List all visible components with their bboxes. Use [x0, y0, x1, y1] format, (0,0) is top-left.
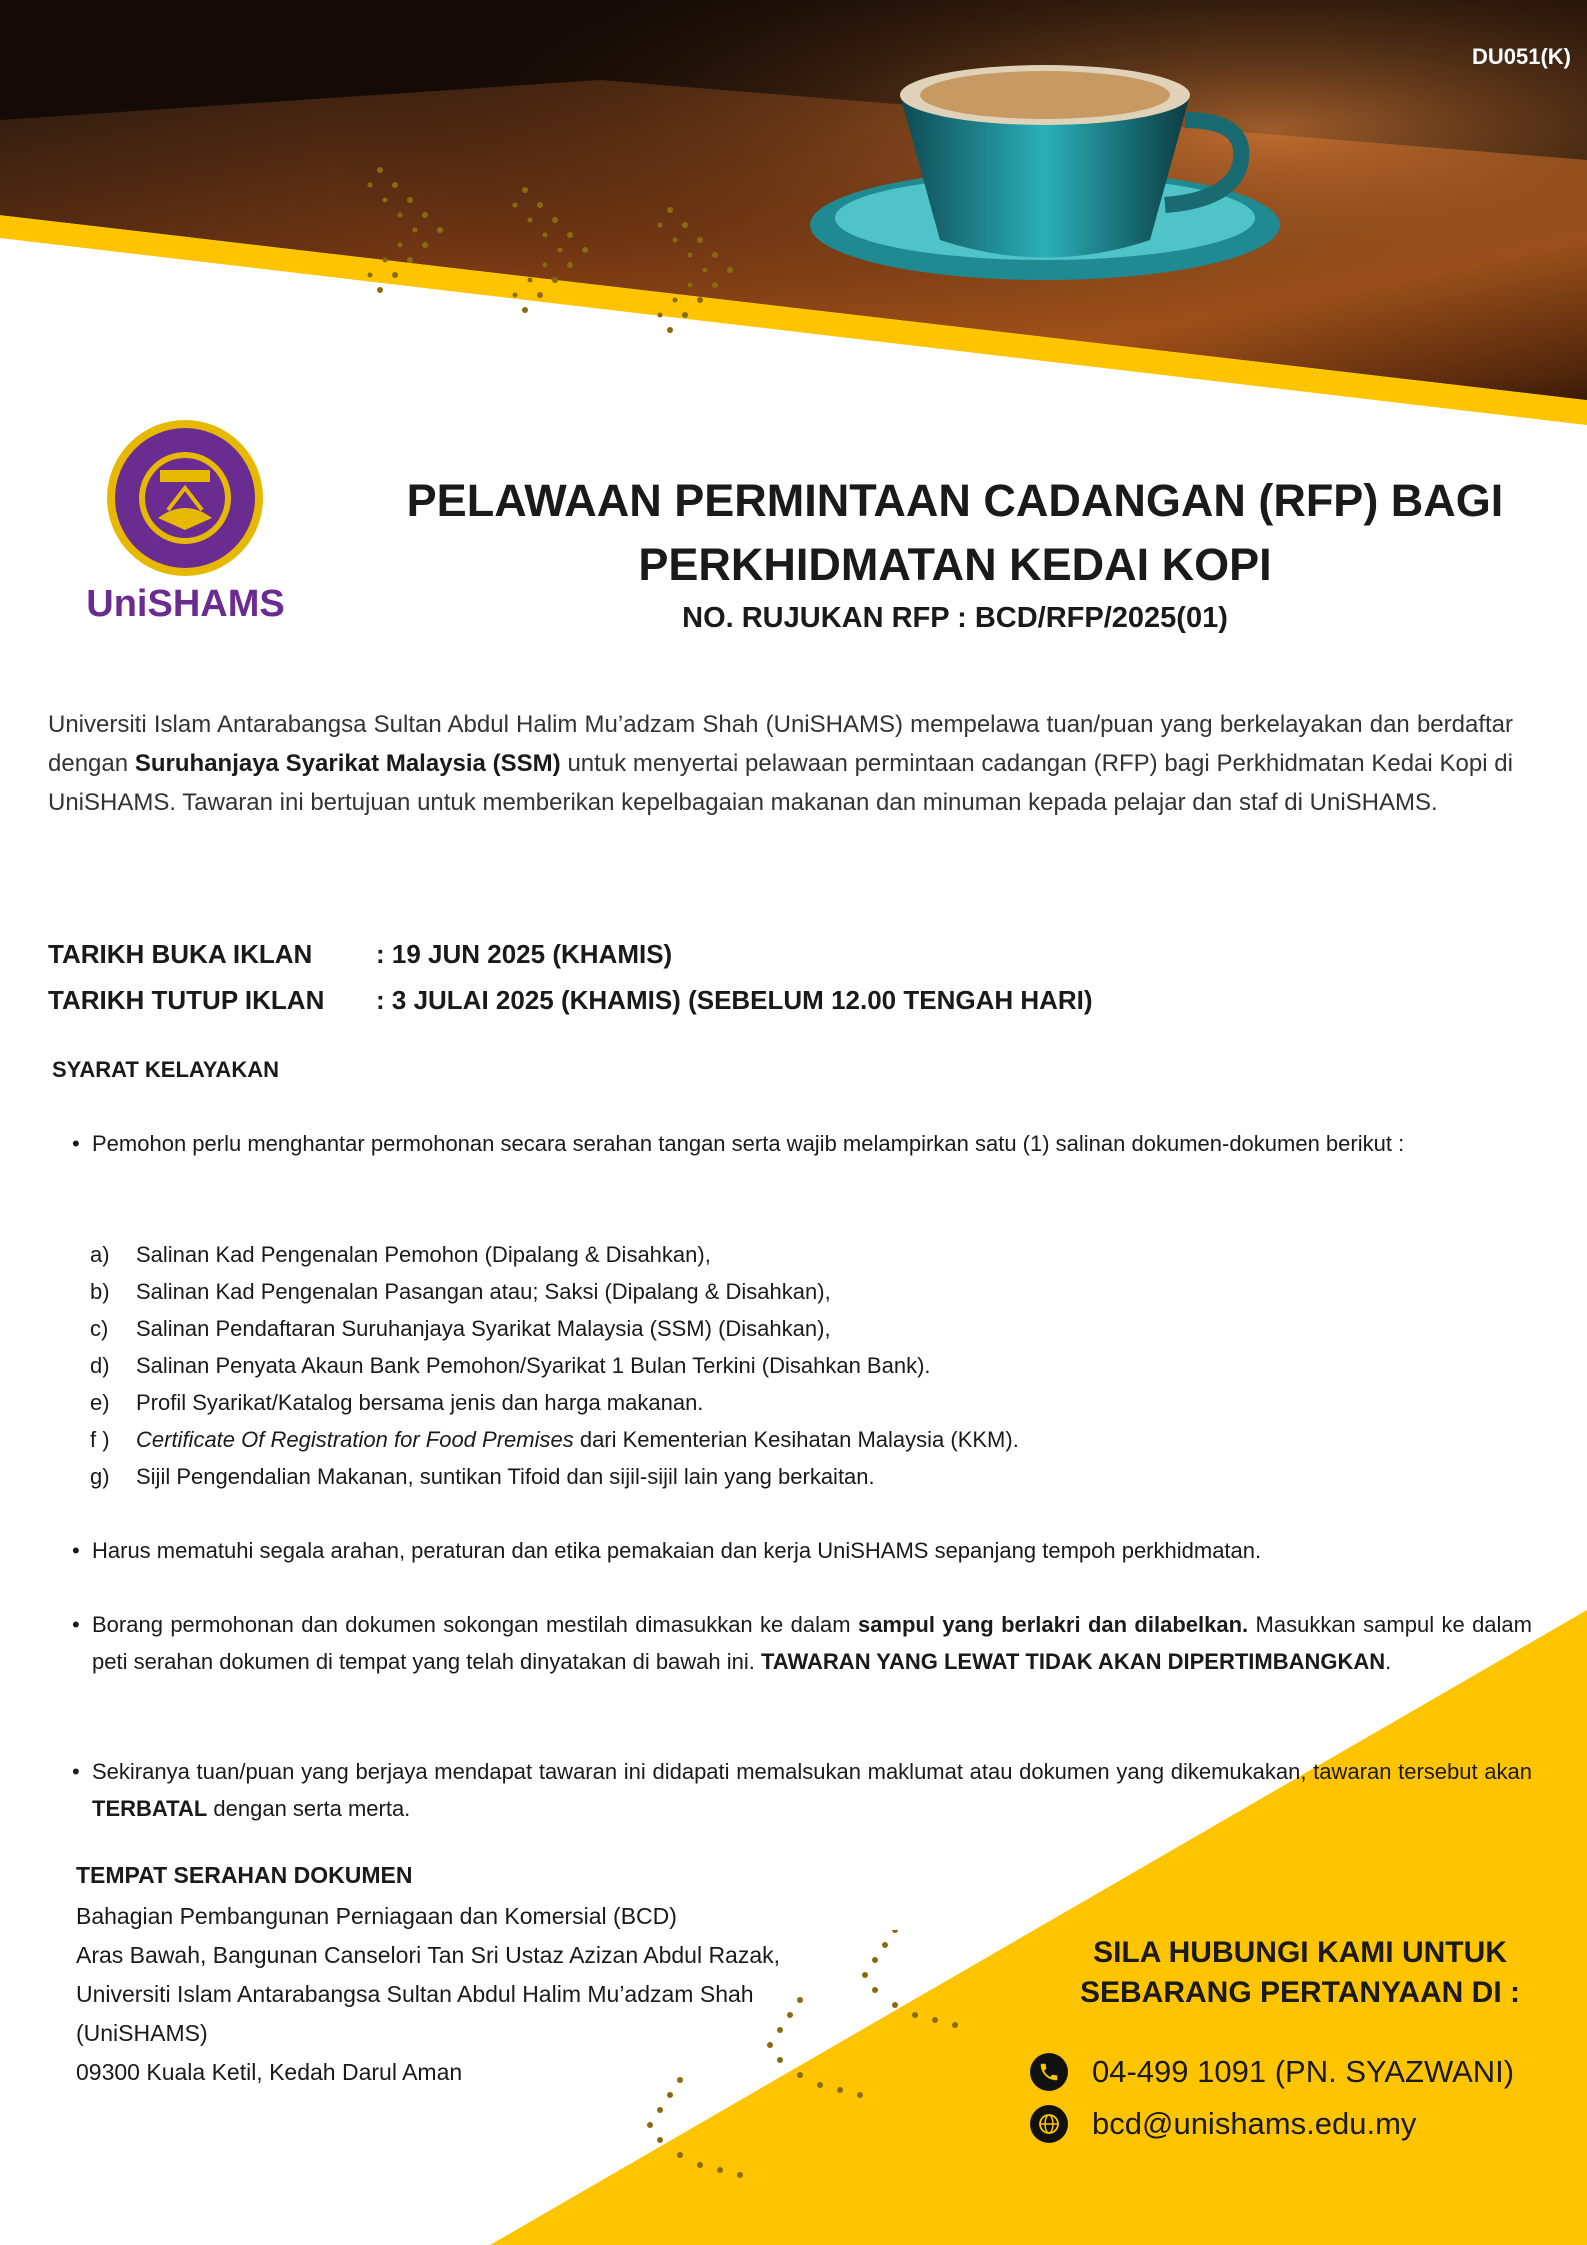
item-text: Profil Syarikat/Katalog bersama jenis dan harga makanan. [136, 1390, 704, 1415]
document-item-g [90, 1458, 875, 1495]
document-code: DU051(K) [1471, 44, 1571, 69]
intro-paragraph [48, 705, 1513, 822]
unishams-logo [78, 418, 293, 650]
halftone-decor [640, 1930, 990, 2230]
bullet-3-warning: TAWARAN YANG LEWAT TIDAK AKAN DIPERTIMBANGKAN [761, 1649, 1386, 1674]
contact-heading-line1: SILA HUBUNGI KAMI UNTUK [1093, 1936, 1507, 1969]
document-item-e [90, 1384, 703, 1421]
bullet-3-bold: sampul yang berlakri dan dilabelkan. [857, 1612, 1249, 1637]
close-date-label: TARIKH TUTUP IKLAN [48, 985, 325, 1015]
eligibility-bullet-2: • Harus mematuhi segala arahan, peraturan dan etika pemakaian dan kerja UniSHAMS sepanjang tempoh perkhidmatan. [72, 1532, 1532, 1569]
contact-heading [1010, 1933, 1587, 2013]
item-letter: c) [90, 1316, 109, 1341]
contact-email[interactable] [1030, 2105, 1416, 2143]
document-item-a [90, 1236, 711, 1273]
open-date-label: TARIKH BUKA IKLAN [48, 939, 313, 969]
bullet-1-text: Pemohon perlu menghantar permohonan secara serahan tangan serta wajib melampirkan satu (1) salinan dokumen-dokumen berikut : [92, 1131, 1405, 1156]
item-letter: g) [90, 1464, 110, 1489]
item-text: Salinan Kad Pengenalan Pasangan atau; Saksi (Dipalang & Disahkan), [136, 1279, 831, 1304]
submission-place-heading: TEMPAT SERAHAN DOKUMEN [76, 1862, 413, 1888]
close-date-value: : 3 JULAI 2025 (KHAMIS) (SEBELUM 12.00 TENGAH HARI) [376, 985, 1093, 1015]
address-line-1: Bahagian Pembangunan Perniagaan dan Komersial (BCD) [76, 1903, 677, 1929]
bullet-4-end: dengan serta merta. [207, 1796, 411, 1821]
intro-bold: Suruhanjaya Syarikat Malaysia (SSM) [134, 750, 561, 777]
address-line-3: Universiti Islam Antarabangsa Sultan Abdul Halim Mu’adzam Shah [76, 1981, 754, 2007]
item-text: dari Kementerian Kesihatan Malaysia (KKM). [573, 1427, 1019, 1452]
item-text: Salinan Pendaftaran Suruhanjaya Syarikat Malaysia (SSM) (Disahkan), [136, 1316, 831, 1341]
bullet-4-bold: TERBATAL [92, 1796, 208, 1821]
address-line-2: Aras Bawah, Bangunan Canselori Tan Sri Ustaz Azizan Abdul Razak, [76, 1942, 781, 1968]
eligibility-bullet-1: • Pemohon perlu menghantar permohonan secara serahan tangan serta wajib melampirkan satu (1) salinan dokumen-dokumen berikut : [72, 1125, 1532, 1162]
contact-phone[interactable] [1030, 2053, 1514, 2091]
page-title-line1: PELAWAAN PERMINTAAN CADANGAN (RFP) BAGI [406, 475, 1504, 526]
bullet-3-text-2: Masukkan sampul ke dalam peti serahan dokumen di tempat yang telah dinyatakan di bawah ini. [92, 1612, 1532, 1674]
item-text: Salinan Kad Pengenalan Pemohon (Dipalang & Disahkan), [136, 1242, 711, 1267]
open-date-value: : 19 JUN 2025 (KHAMIS) [376, 939, 673, 969]
document-item-c [90, 1310, 831, 1347]
rfp-reference: NO. RUJUKAN RFP : BCD/RFP/2025(01) [682, 602, 1228, 634]
item-text: Salinan Penyata Akaun Bank Pemohon/Syarikat 1 Bulan Terkini (Disahkan Bank). [136, 1353, 931, 1378]
eligibility-heading: SYARAT KELAYAKAN [52, 1057, 279, 1082]
globe-icon [1030, 2105, 1068, 2143]
intro-text-1: Universiti Islam Antarabangsa Sultan Abdul Halim Mu’adzam Shah (UniSHAMS) mempelawa tuan/puan yang berkelayakan dan berdaftar dengan [48, 711, 1513, 777]
bullet-3-text: Borang permohonan dan dokumen sokongan mestilah dimasukkan ke dalam [92, 1612, 858, 1637]
document-item-f [90, 1421, 1019, 1458]
document-item-d [90, 1347, 931, 1384]
eligibility-bullet-4: • Sekiranya tuan/puan yang berjaya mendapat tawaran ini didapati memalsukan maklumat atau dokumen yang dikemukakan, tawaran tersebut akan TERBATAL dengan serta merta. [72, 1759, 1532, 1821]
phone-icon [1030, 2053, 1068, 2091]
address-line-4: (UniSHAMS) [76, 2020, 208, 2046]
document-item-b [90, 1273, 831, 1310]
item-letter: f ) [90, 1427, 110, 1452]
logo-text: UniSHAMS [86, 583, 285, 625]
item-letter: e) [90, 1390, 110, 1415]
address-line-5: 09300 Kuala Ketil, Kedah Darul Aman [76, 2059, 463, 2085]
item-letter: d) [90, 1353, 110, 1378]
bullet-2-text: Harus mematuhi segala arahan, peraturan dan etika pemakaian dan kerja UniSHAMS sepanjang tempoh perkhidmatan. [92, 1538, 1262, 1563]
item-letter: b) [90, 1279, 110, 1304]
email-address[interactable]: bcd@unishams.edu.my [1092, 2106, 1417, 2141]
hero-coffee-image [0, 0, 1587, 430]
item-italic: Certificate Of Registration for Food Premises [136, 1427, 574, 1452]
item-text: Sijil Pengendalian Makanan, suntikan Tifoid dan sijil-sijil lain yang berkaitan. [136, 1464, 875, 1489]
contact-heading-line2: SEBARANG PERTANYAAN DI : [1079, 1976, 1521, 2009]
item-letter: a) [90, 1242, 110, 1267]
phone-number[interactable]: 04-499 1091 (PN. SYAZWANI) [1092, 2054, 1515, 2089]
eligibility-bullet-3: • Borang permohonan dan dokumen sokongan mestilah dimasukkan ke dalam sampul yang berlakri dan dilabelkan. Masukkan sampul ke dalam peti serahan dokumen di tempat yang telah dinyatakan di bawah ini. TAWARAN YANG LEWAT TIDAK AKAN DIPERTIMBANGKAN. [72, 1612, 1532, 1674]
bullet-3-end: . [1385, 1649, 1392, 1674]
bullet-4-text: Sekiranya tuan/puan yang berjaya mendapat tawaran ini didapati memalsukan maklumat atau dokumen yang dikemukakan, tawaran tersebut akan [92, 1759, 1532, 1784]
page-title-line2: PERKHIDMATAN KEDAI KOPI [638, 539, 1272, 590]
intro-text-2: untuk menyertai pelawaan permintaan cadangan (RFP) bagi Perkhidmatan Kedai Kopi di UniSHAMS. Tawaran ini bertujuan untuk memberikan kepelbagaian makanan dan minuman kepada pelajar dan staf di UniSHAMS. [48, 750, 1513, 816]
